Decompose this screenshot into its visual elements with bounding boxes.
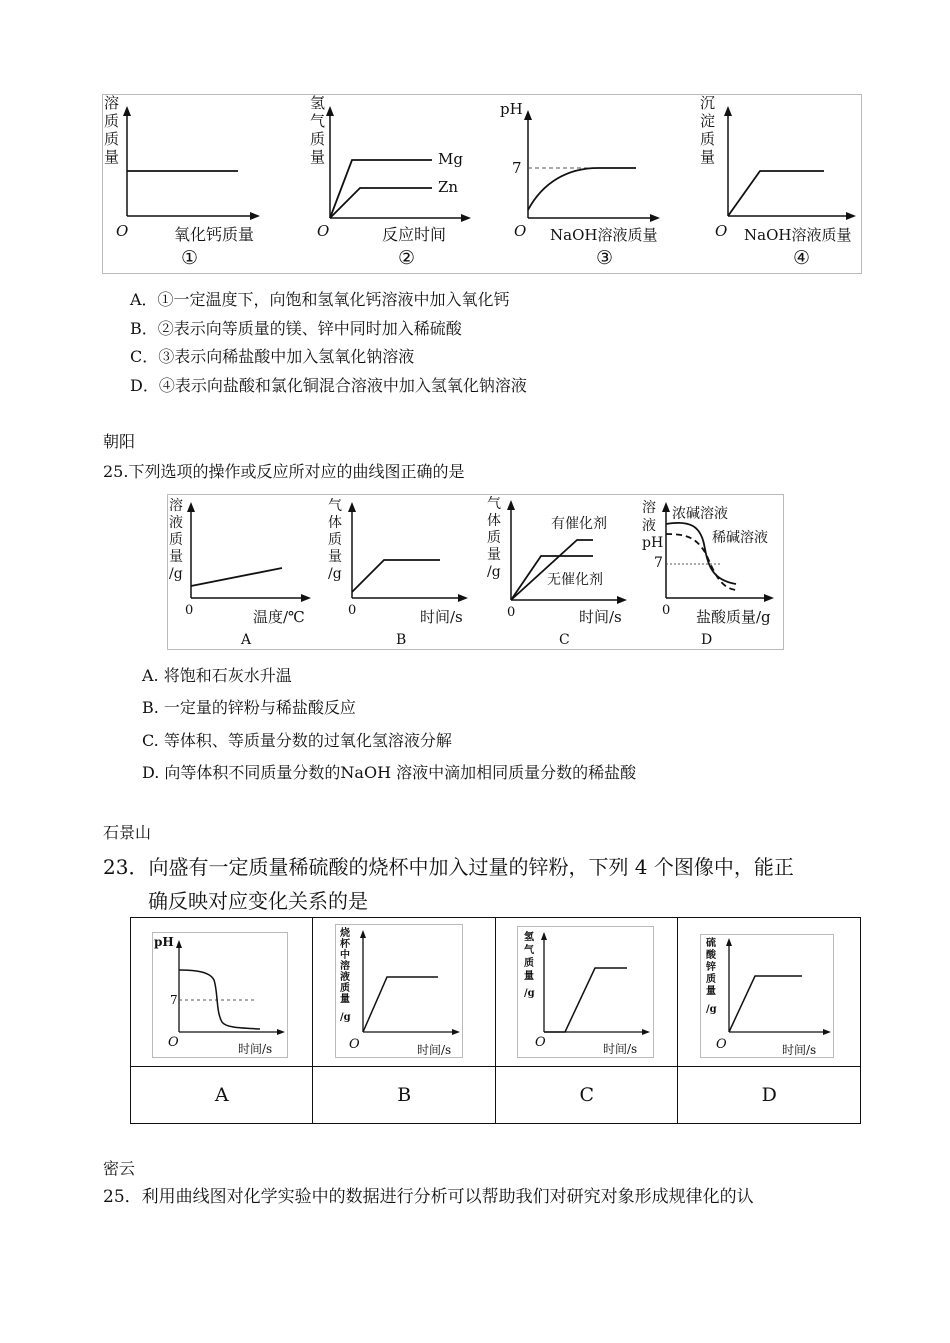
graph-1 [102, 94, 292, 272]
question-23-line2: 确反映对应变化关系的是 [148, 889, 368, 913]
graph-3d-ylabel-3: 质 [706, 974, 716, 985]
graph-2c-ylabel-3: 量 [487, 547, 501, 563]
graph-2-series-zn: Zn [438, 178, 459, 196]
graph-3-xlabel: NaOH溶液质量 [550, 226, 658, 244]
graph-3b-ylabel-4: 液 [340, 972, 350, 983]
graph-2-curve-zn [330, 188, 432, 218]
graph-2a-curve [191, 568, 282, 586]
graph-2a-ylabel-0: 溶 [169, 498, 183, 514]
graph-4-ylabel-1: 淀 [700, 112, 716, 130]
graph-2b-ylabel-2: 质 [328, 532, 342, 548]
graph-2a-ylabel-3: 量 [169, 549, 183, 565]
graph-2c-series-1: 无催化剂 [547, 572, 603, 588]
graph-2d-tick-7: 7 [654, 555, 663, 571]
graph-2b-xlabel: 时间/s [420, 608, 463, 626]
graph-3b-xlabel: 时间/s [417, 1043, 452, 1057]
graph-2d-ylabel-2: pH [642, 535, 664, 551]
graph-2d-ylabel-1: 液 [642, 518, 656, 534]
option-1c: C．③表示向稀盐酸中加入氢氧化钠溶液 [130, 347, 415, 366]
graph-3 [498, 94, 673, 272]
option-2a: A. 将饱和石灰水升温 [142, 666, 292, 685]
question-25-chaoyang: 25.下列选项的操作或反应所对应的曲线图正确的是 [103, 462, 465, 481]
option-1d: D．④表示向盐酸和氯化铜混合溶液中加入氢氧化钠溶液 [130, 376, 527, 395]
graph-2c-ylabel-2: 质 [487, 530, 501, 546]
graph-1-origin: O [116, 222, 129, 240]
graph-2d-ylabel-0: 溶 [642, 500, 656, 516]
graph-3d [700, 934, 834, 1058]
graph-2b-origin: 0 [348, 603, 357, 618]
graph-3d-ylabel-4: 量 [706, 986, 716, 997]
graph-3d-ylabel-2: 锌 [706, 962, 716, 973]
graph-2-xlabel: 反应时间 [382, 225, 447, 244]
graph-2d-xlabel: 盐酸质量/g [696, 608, 771, 626]
graph-3a [152, 932, 288, 1058]
letter-a[interactable]: A [131, 1066, 313, 1123]
graph-2d-series-0: 浓碱溶液 [672, 506, 728, 522]
graph-2b-ylabel-0: 气 [328, 498, 342, 514]
graph-3b-ylabel-7: /g [340, 1012, 351, 1023]
graph-3a-tick-7: 7 [170, 993, 178, 1007]
graph-2-ylabel-3: 量 [310, 148, 326, 166]
graph-2a-letter: A [241, 632, 252, 648]
graph-3a-origin: O [168, 1035, 179, 1050]
graph-2d-letter: D [701, 632, 713, 648]
graph-2a-xlabel: 温度/℃ [253, 608, 305, 626]
graph-2-series-mg: Mg [438, 150, 463, 168]
graph-3c-ylabel-0: 氢 [524, 932, 534, 943]
graph-2a-ylabel-1: 液 [169, 515, 183, 531]
graph-2b-ylabel-4: /g [328, 566, 342, 582]
graph-3-tick-7: 7 [512, 159, 522, 177]
graph-3a-ylabel: pH [154, 935, 174, 949]
graph-3c [517, 926, 654, 1058]
graph-2 [300, 94, 490, 272]
graph-3b-origin: O [349, 1037, 360, 1052]
graph-4 [690, 94, 860, 272]
graph-3c-xlabel: 时间/s [603, 1042, 638, 1056]
graph-3c-ylabel-2: 质 [524, 958, 534, 969]
graph-2a [167, 494, 322, 648]
graph-2c-curve-nocatalyst [511, 540, 593, 600]
graph-2c-origin: 0 [507, 605, 516, 620]
graph-3b [335, 924, 463, 1058]
region-miyun: 密云 [103, 1159, 136, 1178]
graph-3c-ylabel-3: 量 [524, 971, 534, 982]
question-25-miyun: 25．利用曲线图对化学实验中的数据进行分析可以帮助我们对研究对象形成规律化的认 [103, 1187, 754, 1207]
graph-3b-ylabel-0: 烧 [340, 928, 350, 939]
option-2d: D. 向等体积不同质量分数的NaOH 溶液中滴加相同质量分数的稀盐酸 [142, 763, 637, 782]
option-2c: C. 等体积、等质量分数的过氧化氢溶液分解 [142, 731, 452, 750]
graph-2c-xlabel: 时间/s [579, 608, 622, 626]
graph-2a-origin: 0 [185, 603, 194, 618]
graph-2d-origin: 0 [662, 603, 671, 618]
graph-2d [640, 494, 782, 648]
region-chaoyang: 朝阳 [103, 432, 136, 451]
graph-3b-ylabel-3: 溶 [340, 961, 350, 972]
graph-2c-ylabel-1: 体 [487, 513, 501, 529]
graph-3d-ylabel-5: /g [706, 1004, 717, 1015]
graph-3a-xlabel: 时间/s [238, 1042, 273, 1056]
graph-1-ylabel-2: 质 [104, 130, 120, 148]
graph-3b-ylabel-5: 质 [340, 983, 350, 994]
graph-2c-ylabel-4: /g [487, 564, 501, 580]
letter-d[interactable]: D [678, 1066, 861, 1123]
graph-2b-ylabel-3: 量 [328, 549, 342, 565]
graph-3d-ylabel-1: 酸 [706, 950, 716, 961]
graph-2-ylabel-0: 氢 [310, 94, 326, 112]
graph-3b-ylabel-1: 杯 [340, 939, 350, 950]
graph-2a-ylabel-4: /g [169, 566, 183, 582]
question-23-line1: 23．向盛有一定质量稀硫酸的烧杯中加入过量的锌粉，下列 4 个图像中，能正 [103, 855, 794, 879]
letter-c[interactable]: C [495, 1066, 678, 1123]
graph-2d-series-1: 稀碱溶液 [712, 530, 768, 546]
graph-3-curve [528, 168, 636, 210]
region-shijingshan: 石景山 [103, 823, 152, 842]
graph-3b-ylabel-2: 中 [340, 950, 350, 961]
graph-3d-origin: O [716, 1037, 727, 1052]
graph-3d-xlabel: 时间/s [782, 1043, 817, 1057]
graph-2-ylabel-1: 气 [310, 112, 326, 130]
graph-2b-letter: B [396, 632, 407, 648]
graph-3-number: ③ [596, 247, 614, 269]
graph-3-origin: O [514, 222, 527, 240]
graph-4-origin: O [715, 222, 728, 240]
graph-2-origin: O [317, 222, 330, 240]
graph-1-xlabel: 氧化钙质量 [174, 225, 255, 244]
graph-4-xlabel: NaOH溶液质量 [744, 226, 852, 244]
graph-3c-ylabel-1: 气 [524, 945, 534, 956]
graph-2c [481, 494, 636, 648]
graph-2b-ylabel-1: 体 [328, 515, 342, 531]
option-1a: A．①一定温度下，向饱和氢氧化钙溶液中加入氧化钙 [130, 290, 510, 309]
graph-2c-series-0: 有催化剂 [551, 516, 607, 532]
graph-2b-curve [352, 560, 440, 592]
graph-4-ylabel-2: 质 [700, 130, 716, 148]
graph-2c-letter: C [559, 632, 570, 648]
graph-4-ylabel-0: 沉 [700, 94, 716, 112]
graph-2-ylabel-2: 质 [310, 130, 326, 148]
graph-1-ylabel-1: 质 [104, 112, 120, 130]
graph-1-number: ① [181, 247, 199, 269]
graph-3d-ylabel-0: 硫 [706, 938, 716, 949]
graph-4-ylabel-3: 量 [700, 148, 716, 166]
graph-2a-ylabel-2: 质 [169, 532, 183, 548]
graph-3-ylabel: pH [500, 100, 523, 118]
graph-2b [322, 494, 477, 648]
graph-2-curve-mg [330, 160, 432, 218]
option-2b: B. 一定量的锌粉与稀盐酸反应 [142, 698, 356, 717]
graph-4-number: ④ [793, 247, 811, 269]
graph-3c-ylabel-4: /g [524, 988, 535, 999]
graph-2-number: ② [398, 247, 416, 269]
graph-1-ylabel-0: 溶 [104, 94, 120, 112]
graph-2c-ylabel-0: 气 [487, 496, 501, 512]
graph-4-curve [728, 171, 824, 216]
graph-3c-origin: O [535, 1035, 546, 1050]
graph-1-ylabel-3: 量 [104, 148, 120, 166]
letter-b[interactable]: B [313, 1066, 495, 1123]
graph-3b-ylabel-6: 量 [340, 994, 350, 1005]
option-1b: B．②表示向等质量的镁、锌中同时加入稀硫酸 [130, 319, 462, 338]
